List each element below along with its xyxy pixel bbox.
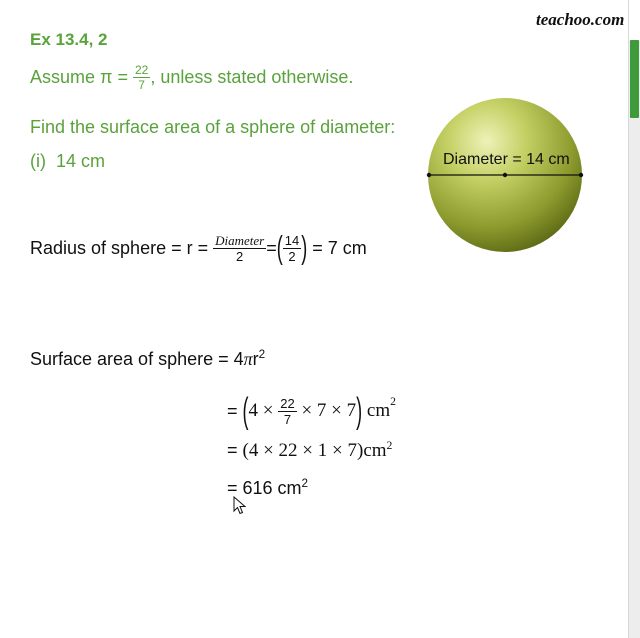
step-2-equals: = bbox=[227, 440, 243, 460]
radius-fraction-2-denominator: 2 bbox=[288, 248, 296, 264]
surface-prefix: Surface area of sphere = 4 bbox=[30, 349, 244, 369]
pi-fraction bbox=[133, 64, 150, 91]
radius-fraction bbox=[213, 234, 266, 263]
radius-fraction-denominator: 2 bbox=[236, 248, 244, 264]
exercise-title: Ex 13.4, 2 bbox=[30, 30, 108, 49]
step-1-left-paren: ( bbox=[242, 390, 249, 430]
sphere-figure bbox=[424, 96, 590, 256]
radius-fraction-2-numerator: 14 bbox=[284, 232, 300, 248]
radius-fraction-2 bbox=[283, 234, 301, 263]
assume-prefix: Assume π = bbox=[30, 67, 133, 87]
diameter-right-dot bbox=[579, 173, 583, 177]
step-1-term-a: 4 × bbox=[248, 400, 279, 421]
radius-suffix: = 7 cm bbox=[307, 237, 367, 258]
step-3-exponent: 2 bbox=[301, 477, 309, 490]
step-3-text: = 616 cm bbox=[227, 478, 302, 498]
surface-area-formula bbox=[30, 348, 265, 370]
radius-line bbox=[30, 228, 367, 268]
step-1-exponent: 2 bbox=[390, 395, 396, 408]
step-1 bbox=[227, 389, 396, 433]
step-1-fraction bbox=[278, 397, 296, 426]
question-part: (i) 14 cm bbox=[30, 151, 106, 171]
step-2 bbox=[227, 439, 392, 462]
scrollbar-thumb[interactable] bbox=[630, 40, 639, 118]
assume-suffix: , unless stated otherwise. bbox=[150, 67, 354, 87]
step-1-term-b: × 7 × 7 bbox=[296, 400, 357, 421]
step-2-exponent: 2 bbox=[386, 439, 393, 452]
diameter-left-dot bbox=[427, 173, 431, 177]
pi-fraction-numerator: 22 bbox=[134, 63, 149, 77]
center-dot bbox=[503, 173, 507, 177]
radius-left-paren: ( bbox=[276, 229, 283, 266]
teachoo-logo: teachoo.com bbox=[536, 10, 625, 29]
radius-prefix: Radius of sphere = r = bbox=[30, 237, 214, 258]
surface-pi: π bbox=[243, 349, 253, 369]
scrollbar-track[interactable] bbox=[629, 40, 640, 638]
step-1-equals: = bbox=[227, 400, 243, 421]
step-2-expression: (4 × 22 × 1 × 7)cm bbox=[242, 440, 387, 461]
diameter-label: Diameter = 14 cm bbox=[443, 151, 570, 168]
mouse-cursor-icon bbox=[233, 496, 247, 516]
question-text: Find the surface area of a sphere of diameter: bbox=[30, 117, 396, 137]
surface-r: r bbox=[252, 349, 259, 369]
radius-equals: = bbox=[266, 237, 277, 258]
assume-line bbox=[30, 64, 353, 91]
step-1-unit: cm bbox=[362, 400, 391, 421]
surface-exponent: 2 bbox=[258, 348, 266, 361]
pi-fraction-denominator: 7 bbox=[138, 78, 145, 92]
step-1-right-paren: ) bbox=[356, 390, 363, 430]
radius-fraction-numerator: Diameter bbox=[215, 232, 265, 248]
radius-right-paren: ) bbox=[301, 229, 308, 266]
step-1-fraction-numerator: 22 bbox=[280, 395, 295, 411]
step-1-fraction-denominator: 7 bbox=[283, 411, 292, 427]
